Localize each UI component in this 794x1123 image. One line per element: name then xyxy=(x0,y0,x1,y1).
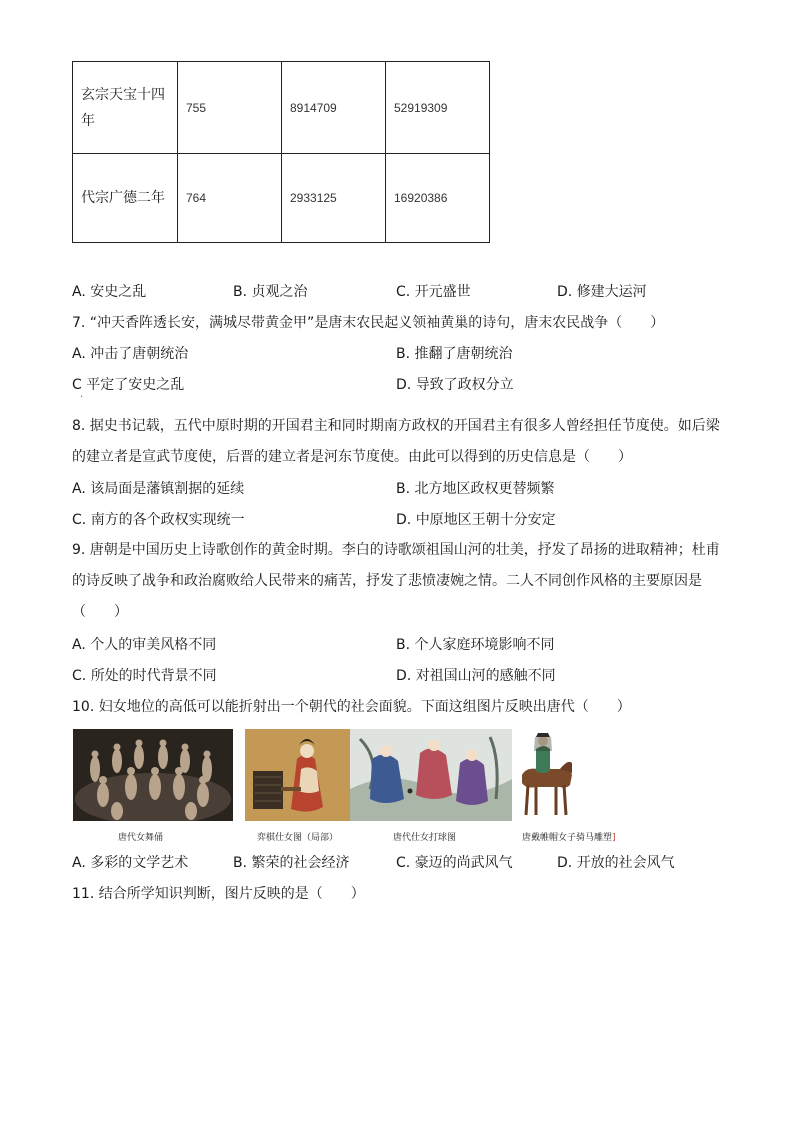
option-letter: A. xyxy=(72,346,86,362)
caption-polo-ladies-painting: 唐代仕女打球图 xyxy=(393,833,457,843)
option-letter: B. xyxy=(396,346,411,362)
q7-option-b[interactable] xyxy=(396,344,513,364)
weiqi-lady-painting-image xyxy=(245,729,350,821)
cell-population: 16920386 xyxy=(386,154,490,243)
q10-option-b[interactable] xyxy=(233,853,350,873)
option-text: 繁荣的社会经济 xyxy=(251,855,350,871)
option-letter: D. xyxy=(396,512,412,528)
option-letter: B. xyxy=(396,637,411,653)
caption-text: 唐戴帷帽女子骑马雕塑 xyxy=(522,833,613,843)
caption-horse-rider-sculpture xyxy=(522,830,616,843)
option-letter: A. xyxy=(72,855,86,871)
option-letter: D. xyxy=(557,284,573,300)
option-letter: A. xyxy=(72,637,86,653)
q9-option-d[interactable] xyxy=(396,666,556,686)
option-text: 安史之乱 xyxy=(90,284,147,300)
cell-dynasty: 玄宗天宝十四年 xyxy=(73,62,178,154)
option-text: 该局面是藩镇割据的延续 xyxy=(90,481,245,497)
option-text: 所处的时代背景不同 xyxy=(90,668,217,684)
q6-option-a[interactable] xyxy=(72,282,146,302)
table-row xyxy=(73,154,490,243)
option-letter: B. xyxy=(233,855,248,871)
q11-stem: 11. 结合所学知识判断，图片反映的是（ ） xyxy=(72,886,365,902)
q6-option-b[interactable] xyxy=(233,282,308,302)
option-letter: D. xyxy=(557,855,573,871)
option-letter: A. xyxy=(72,481,86,497)
dancer-figurines-image xyxy=(73,729,233,821)
option-text: 北方地区政权更替频繁 xyxy=(414,481,555,497)
caption-weiqi-lady-painting: 弈棋仕女图（局部） xyxy=(257,833,339,843)
q7-stem: 7. “冲天香阵透长安，满城尽带黄金甲”是唐末农民起义领袖黄巢的诗句，唐末农民战争（ ） xyxy=(72,315,665,331)
option-text: 冲击了唐朝统治 xyxy=(90,346,189,362)
stray-dot-mark: · xyxy=(80,392,84,403)
option-text: 导致了政权分立 xyxy=(415,377,514,393)
polo-ladies-painting-image xyxy=(350,729,512,821)
cell-dynasty: 代宗广德二年 xyxy=(73,154,178,243)
cell-population: 52919309 xyxy=(386,62,490,154)
q8-option-a[interactable] xyxy=(72,479,244,499)
q7-option-a[interactable] xyxy=(72,344,188,364)
option-letter: C xyxy=(72,377,82,393)
q9-stem: 9. 唐朝是中国历史上诗歌创作的黄金时期。李白的诗歌颂祖国山河的壮美，抒发了昂扬的进取精神；杜甫的诗反映了战争和政治腐败给人民带来的痛苦，抒发了悲愤凄婉之情。二人不同创作风格的主要原因是（ ） xyxy=(72,542,720,620)
option-text: 个人家庭环境影响不同 xyxy=(414,637,555,653)
option-letter: B. xyxy=(396,481,411,497)
census-table xyxy=(72,61,490,243)
option-text: 推翻了唐朝统治 xyxy=(414,346,513,362)
option-text: 多彩的文学艺术 xyxy=(90,855,189,871)
q9-option-c[interactable] xyxy=(72,666,217,686)
table-row xyxy=(73,62,490,154)
q8-option-c[interactable] xyxy=(72,510,245,530)
q10-option-d[interactable] xyxy=(557,853,675,873)
q8-stem: 8. 据史书记载，五代中原时期的开国君主和同时期南方政权的开国君主有很多人曾经担任节度使。如后梁的建立者是宣武节度使，后晋的建立者是河东节度使。由此可以得到的历史信息是（ ） xyxy=(72,418,720,465)
option-letter: A. xyxy=(72,284,86,300)
cell-year: 755 xyxy=(178,62,282,154)
q8-option-b[interactable] xyxy=(396,479,555,499)
option-letter: C. xyxy=(396,855,411,871)
option-letter: D. xyxy=(396,668,412,684)
q6-option-d[interactable] xyxy=(557,282,647,302)
q9-option-a[interactable] xyxy=(72,635,216,655)
q9-option-b[interactable] xyxy=(396,635,555,655)
q10-option-c[interactable] xyxy=(396,853,513,873)
option-letter: C. xyxy=(72,668,87,684)
q10-stem: 10. 妇女地位的高低可以能折射出一个朝代的社会面貌。下面这组图片反映出唐代（ ） xyxy=(72,699,631,715)
cell-households: 2933125 xyxy=(282,154,386,243)
option-letter: D. xyxy=(396,377,412,393)
q7-option-d[interactable] xyxy=(396,375,514,395)
option-text: 平定了安史之乱 xyxy=(86,377,185,393)
option-text: 豪迈的尚武风气 xyxy=(414,855,513,871)
option-text: 对祖国山河的感触不同 xyxy=(415,668,556,684)
cell-households: 8914709 xyxy=(282,62,386,154)
option-text: 修建大运河 xyxy=(576,284,647,300)
caption-dancer-figurines: 唐代女舞俑 xyxy=(118,833,164,843)
horse-rider-sculpture-image xyxy=(516,729,574,821)
q10-option-a[interactable] xyxy=(72,853,188,873)
q6-option-c[interactable] xyxy=(396,282,471,302)
q7-option-c[interactable] xyxy=(72,375,184,395)
option-letter: B. xyxy=(233,284,248,300)
option-text: 开元盛世 xyxy=(414,284,471,300)
q8-option-d[interactable] xyxy=(396,510,556,530)
option-letter: C. xyxy=(396,284,411,300)
option-text: 贞观之治 xyxy=(251,284,308,300)
cell-year: 764 xyxy=(178,154,282,243)
option-text: 南方的各个政权实现统一 xyxy=(90,512,245,528)
option-text: 开放的社会风气 xyxy=(576,855,675,871)
caption-red-mark: ] xyxy=(612,833,616,843)
option-text: 个人的审美风格不同 xyxy=(90,637,217,653)
option-letter: C. xyxy=(72,512,87,528)
option-text: 中原地区王朝十分安定 xyxy=(415,512,556,528)
